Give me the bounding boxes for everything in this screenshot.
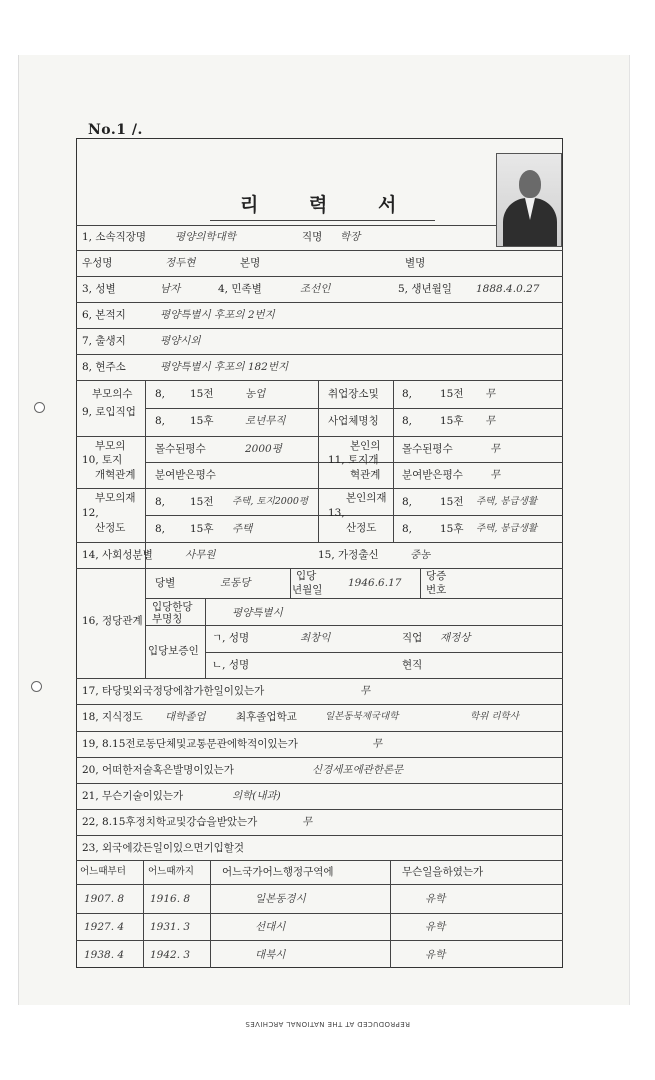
field-skills-label: 21, 무슨기술이있는가 bbox=[82, 790, 184, 802]
title-underline bbox=[210, 220, 435, 221]
own-assets-after-value: 주택, 봉급생활 bbox=[476, 523, 538, 534]
parents-job-after-value: 로년무직 bbox=[245, 415, 286, 427]
rule-row2-top bbox=[76, 250, 563, 251]
employment-after-value: 무 bbox=[485, 415, 496, 427]
own-assets-after-period: 15후 bbox=[440, 523, 464, 535]
field-position-value: 학장 bbox=[340, 231, 361, 243]
rule-travel-row3-top bbox=[76, 940, 563, 941]
field-political-school-value: 무 bbox=[302, 816, 313, 828]
party-branch-label-b: 부명칭 bbox=[152, 613, 183, 625]
binder-hole-top bbox=[34, 402, 45, 413]
rule-travel-row2-top bbox=[76, 913, 563, 914]
rule-row23-top bbox=[76, 835, 563, 836]
field-ethnicity-value: 조선인 bbox=[300, 283, 331, 295]
parents-land-confiscated-label: 몰수된평수 bbox=[155, 443, 206, 455]
rule-party-card bbox=[420, 568, 421, 598]
party-name-label: 당별 bbox=[155, 577, 176, 589]
travel-row-activity: 유학 bbox=[425, 949, 446, 961]
field-other-party-value: 무 bbox=[360, 685, 371, 697]
field-parents-job-label-b: 9, 로입직업 bbox=[82, 406, 136, 418]
field-own-land-label-c: 혁관계 bbox=[350, 469, 381, 481]
rule-family-right bbox=[393, 380, 394, 542]
guarantor2-job-label: 현직 bbox=[402, 659, 423, 671]
guarantor1-name-value: 최창익 bbox=[300, 632, 331, 644]
guarantor1-job-value: 재정상 bbox=[440, 632, 471, 644]
own-land-received-label: 분여받은평수 bbox=[402, 469, 463, 481]
rule-row16-a bbox=[145, 598, 563, 599]
rule-travel-header-top bbox=[76, 860, 563, 861]
travel-row-activity: 유학 bbox=[425, 893, 446, 905]
rule-row12-top bbox=[76, 488, 563, 489]
parents-assets-before-value: 주택, 토지2000평 bbox=[232, 496, 309, 507]
rule-travel-col2 bbox=[210, 860, 211, 968]
travel-header-activity: 무슨일을하였는가 bbox=[402, 866, 484, 878]
travel-row-to: 1916. 8 bbox=[150, 893, 191, 905]
field-degree-value: 학위 리학사 bbox=[470, 711, 519, 722]
party-branch-value: 평양특별시 bbox=[232, 607, 283, 619]
party-name-value: 로동당 bbox=[220, 577, 251, 589]
field-education-value: 대학졸업 bbox=[165, 711, 206, 723]
rule-row6-top bbox=[76, 302, 563, 303]
field-birthdate-label: 5, 생년월일 bbox=[398, 283, 452, 295]
rule-row17-top bbox=[76, 678, 563, 679]
archive-stamp: REPRODUCED AT THE NATIONAL ARCHIVES bbox=[245, 1020, 410, 1028]
binder-hole-bottom bbox=[31, 681, 42, 692]
field-employment-label-b: 사업체명칭 bbox=[328, 415, 379, 427]
field-pre-liberation-value: 무 bbox=[372, 738, 383, 750]
own-land-confiscated-value: 무 bbox=[490, 443, 501, 455]
employment-after-period: 15후 bbox=[440, 415, 464, 427]
parents-assets-after-num: 8, bbox=[155, 523, 166, 535]
rule-family-center bbox=[318, 380, 319, 542]
field-education-label: 18, 지식정도 bbox=[82, 711, 143, 723]
field-name-label: 우성명 bbox=[82, 257, 113, 269]
field-family-origin-label: 15, 가정출신 bbox=[318, 549, 379, 561]
field-domicile-value: 평양특별시 후포의 2번지 bbox=[160, 309, 275, 321]
field-position-label: 직명 bbox=[302, 231, 323, 243]
parents-job-before-period: 15전 bbox=[190, 388, 214, 400]
document-title: 리 력 서 bbox=[240, 194, 419, 216]
party-card-label-b: 번호 bbox=[426, 584, 447, 596]
travel-row-from: 1927. 4 bbox=[84, 921, 125, 933]
guarantor1-name-label: ㄱ, 성명 bbox=[212, 632, 250, 644]
parents-job-after-period: 15후 bbox=[190, 415, 214, 427]
rule-row16-top bbox=[76, 568, 563, 569]
field-political-school-label: 22, 8.15후정치학교및강습을받았는가 bbox=[82, 816, 258, 828]
applicant-photo bbox=[496, 153, 562, 247]
rule-row16-c bbox=[205, 652, 563, 653]
rule-row9-top bbox=[76, 380, 563, 381]
photo-head bbox=[519, 170, 541, 198]
field-parents-land-label-c: 개혁관계 bbox=[95, 469, 136, 481]
parents-land-received-label: 분여받은평수 bbox=[155, 469, 216, 481]
field-workplace-value: 평양의학대학 bbox=[175, 231, 236, 243]
parents-assets-before-num: 8, bbox=[155, 496, 166, 508]
field-other-party-label: 17, 타당및외국정당에참가한일이있는가 bbox=[82, 685, 265, 697]
field-parents-job-label-a: 부모의수 bbox=[92, 388, 133, 400]
field-last-school-value: 일본동북제국대학 bbox=[325, 711, 399, 722]
rule-travel-row1-top bbox=[76, 884, 563, 885]
field-parents-assets-label-c: 산정도 bbox=[95, 522, 126, 534]
field-own-assets-label-b: 13, bbox=[328, 507, 345, 519]
travel-header-to: 어느때까지 bbox=[148, 866, 194, 877]
own-assets-after-num: 8, bbox=[402, 523, 413, 535]
field-own-assets-label-c: 산정도 bbox=[346, 522, 377, 534]
party-join-date-label-b: 년월일 bbox=[292, 584, 323, 596]
field-skills-value: 의학(내과) bbox=[232, 790, 281, 802]
rule-family-left bbox=[145, 380, 146, 568]
travel-row-to: 1931. 3 bbox=[150, 921, 191, 933]
field-parents-assets-label-b: 12, bbox=[82, 507, 99, 519]
own-assets-before-num: 8, bbox=[402, 496, 413, 508]
travel-row-place: 일본동경시 bbox=[255, 893, 306, 905]
employment-before-period: 15전 bbox=[440, 388, 464, 400]
travel-row-place: 선대시 bbox=[255, 921, 286, 933]
field-pre-liberation-label: 19, 8.15전로동단체및교통문관에학적이있는가 bbox=[82, 738, 298, 750]
field-social-class-label: 14, 사회성분별 bbox=[82, 549, 153, 561]
field-publications-value: 신경세포에관한론문 bbox=[312, 764, 404, 776]
parents-job-before-num: 8, bbox=[155, 388, 166, 400]
parents-assets-after-value: 주택 bbox=[232, 523, 253, 535]
parents-land-confiscated-value: 2000평 bbox=[245, 443, 282, 455]
rule-travel-col3 bbox=[390, 860, 391, 968]
rule-row9-mid bbox=[145, 408, 563, 409]
parents-assets-before-period: 15전 bbox=[190, 496, 214, 508]
field-birthplace-label: 7, 출생지 bbox=[82, 335, 126, 347]
field-own-land-label-b: 11, 토지개 bbox=[328, 454, 379, 466]
field-publications-label: 20, 어떠한저술혹은발명이있는가 bbox=[82, 764, 234, 776]
field-address-label: 8, 현주소 bbox=[82, 361, 126, 373]
rule-party-join bbox=[290, 568, 291, 598]
employment-before-num: 8, bbox=[402, 388, 413, 400]
field-sex-label: 3, 성별 bbox=[82, 283, 116, 295]
own-assets-before-period: 15전 bbox=[440, 496, 464, 508]
rule-row3-top bbox=[76, 276, 563, 277]
field-alias-label: 별명 bbox=[405, 257, 426, 269]
rule-row20-top bbox=[76, 757, 563, 758]
field-workplace-label: 1, 소속직장명 bbox=[82, 231, 147, 243]
rule-travel-col1 bbox=[143, 860, 144, 968]
rule-row7-top bbox=[76, 328, 563, 329]
travel-row-to: 1942. 3 bbox=[150, 949, 191, 961]
rule-row8-top bbox=[76, 354, 563, 355]
field-last-school-label: 최후졸업학교 bbox=[236, 711, 297, 723]
field-ethnicity-label: 4, 민족별 bbox=[218, 283, 262, 295]
field-parents-land-label-a: 부모의 bbox=[95, 440, 126, 452]
field-social-class-value: 사무원 bbox=[185, 549, 216, 561]
rule-party-left bbox=[145, 568, 146, 678]
party-join-date-value: 1946.6.17 bbox=[348, 577, 402, 589]
party-join-date-label-a: 입당 bbox=[296, 570, 317, 582]
travel-header-place: 어느국가어느행정구역에 bbox=[222, 866, 334, 878]
rule-row19-top bbox=[76, 731, 563, 732]
rule-row16-b bbox=[145, 625, 563, 626]
rule-row1-top bbox=[76, 225, 496, 226]
parents-job-after-num: 8, bbox=[155, 415, 166, 427]
own-land-confiscated-label: 몰수된평수 bbox=[402, 443, 453, 455]
rule-party-guarantor bbox=[205, 598, 206, 678]
parents-assets-after-period: 15후 bbox=[190, 523, 214, 535]
field-family-origin-value: 중농 bbox=[410, 549, 431, 561]
guarantor2-name-label: ㄴ, 성명 bbox=[212, 659, 250, 671]
field-sex-value: 남자 bbox=[160, 283, 181, 295]
travel-row-from: 1907. 8 bbox=[84, 893, 125, 905]
field-name-value: 정두현 bbox=[165, 257, 196, 269]
rule-row14-top bbox=[76, 542, 563, 543]
field-employment-label-a: 취업장소및 bbox=[328, 388, 379, 400]
parents-job-before-value: 농업 bbox=[245, 388, 266, 400]
party-card-label-a: 당증 bbox=[426, 570, 447, 582]
rule-row22-top bbox=[76, 809, 563, 810]
own-land-received-value: 무 bbox=[490, 469, 501, 481]
form-number: No.1 /. bbox=[88, 122, 143, 138]
party-branch-label-a: 입당한당 bbox=[152, 601, 193, 613]
party-guarantor-label: 입당보증인 bbox=[148, 645, 199, 657]
guarantor1-job-label: 직업 bbox=[402, 632, 423, 644]
own-assets-before-value: 주택, 봉급생활 bbox=[476, 496, 538, 507]
field-abroad-label: 23, 외국에갔든일이있으면기입할것 bbox=[82, 842, 245, 854]
field-parents-land-label-b: 10, 토지 bbox=[82, 454, 123, 466]
employment-before-value: 무 bbox=[485, 388, 496, 400]
employment-after-num: 8, bbox=[402, 415, 413, 427]
rule-row10-top bbox=[76, 436, 563, 437]
field-party-label: 16, 정당관계 bbox=[82, 615, 143, 627]
field-parents-assets-label-a: 부모의재 bbox=[95, 492, 136, 504]
field-address-value: 평양특별시 후포의 182번지 bbox=[160, 361, 289, 373]
rule-row18-top bbox=[76, 704, 563, 705]
field-own-assets-label-a: 본인의재 bbox=[346, 492, 387, 504]
travel-row-activity: 유학 bbox=[425, 921, 446, 933]
field-own-land-label-a: 본인의 bbox=[350, 440, 381, 452]
field-domicile-label: 6, 본적지 bbox=[82, 309, 126, 321]
field-birthdate-value: 1888.4.0.27 bbox=[476, 283, 540, 295]
travel-row-place: 대북시 bbox=[255, 949, 286, 961]
field-realname-label: 본명 bbox=[240, 257, 261, 269]
travel-header-from: 어느때부터 bbox=[80, 866, 126, 877]
rule-row12-mid bbox=[145, 515, 563, 516]
field-birthplace-value: 평양시외 bbox=[160, 335, 201, 347]
travel-row-from: 1938. 4 bbox=[84, 949, 125, 961]
rule-row21-top bbox=[76, 783, 563, 784]
